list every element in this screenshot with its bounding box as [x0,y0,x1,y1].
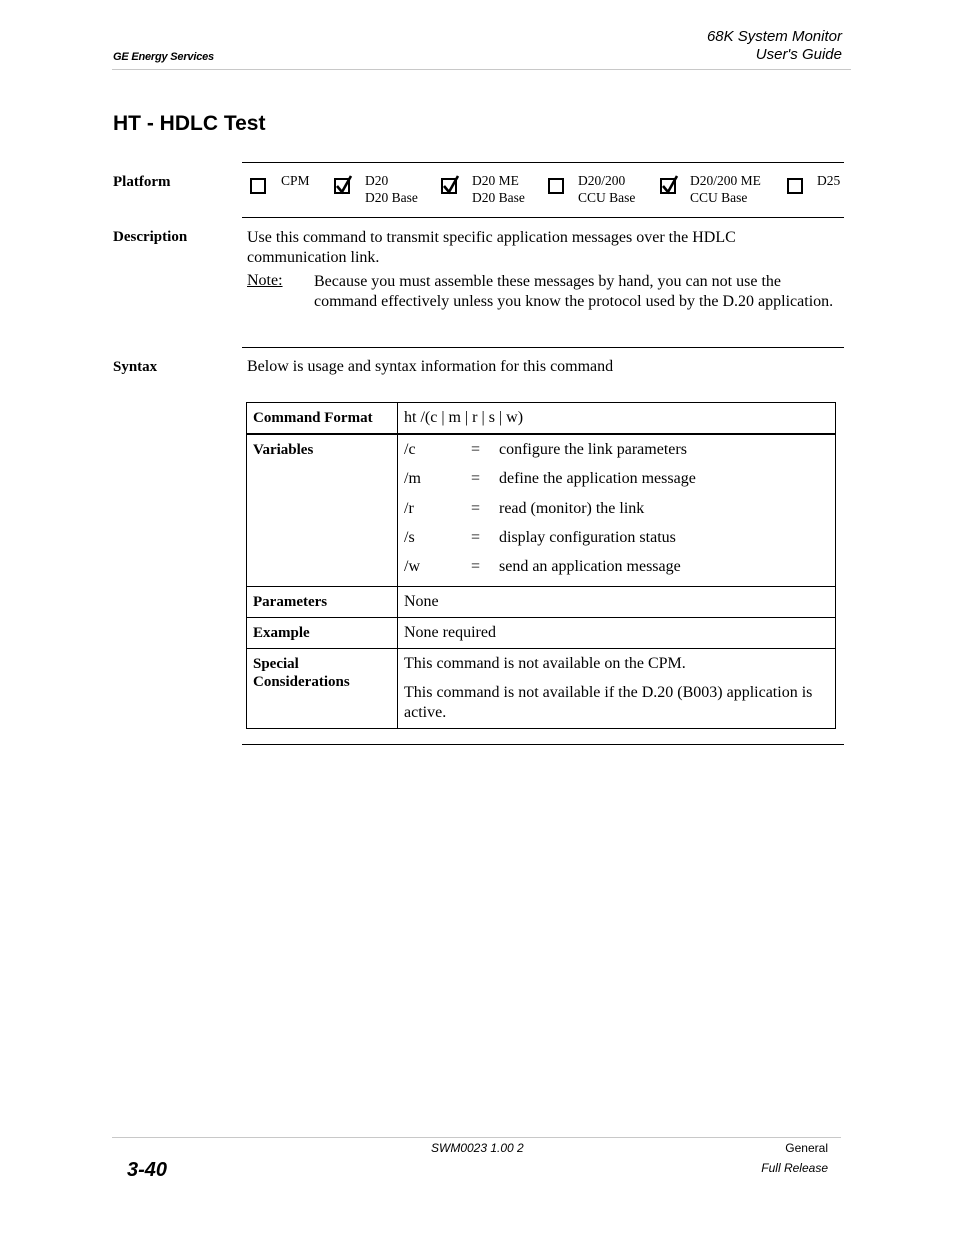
page-title: HT - HDLC Test [113,112,266,135]
variable-description: send an application message [499,558,681,576]
variable-item [404,499,829,528]
platform-option-label [472,172,525,206]
variable-equals: = [471,558,481,576]
parameters-label: Parameters [247,587,398,618]
platform-label: Platform [113,174,171,190]
command-format-row [247,403,836,435]
platform-option-line2: CCU Base [690,190,748,205]
header-rule [112,69,851,70]
checked-checkbox-icon [660,178,676,194]
variable-description: configure the link parameters [499,441,687,458]
variable-item [404,528,829,557]
platform-option-label [817,172,840,189]
variable-symbol: /r [404,499,414,517]
header-company: GE Energy Services [113,51,214,63]
unchecked-checkbox-icon [548,178,564,194]
header-doc-title [707,28,842,64]
variable-symbol: /c [404,441,416,458]
special-considerations-row [247,649,836,729]
example-label: Example [247,618,398,649]
platform-option-label [578,172,635,206]
syntax-label: Syntax [113,359,158,375]
platform-option-line2: D20 Base [472,190,525,205]
platform-option-line1: D25 [817,173,841,188]
header-doc-title-line2: User's Guide [755,46,842,63]
example-value: None required [398,618,836,649]
variable-equals: = [471,470,481,488]
special-consideration-2: This command is not available if the D.20 (B003) application is active. [404,684,813,722]
platform-option-line1: D20/200 [578,173,626,188]
variable-symbol: /m [404,470,421,488]
special-label-line1: Special [253,656,299,673]
platform-option-label [690,172,761,206]
command-format-value: ht /(c | m | r | s | w) [398,403,836,435]
command-format-label: Command Format [247,403,398,435]
section-rule-top [242,162,844,163]
special-considerations-value [398,649,836,729]
section-rule-platform [242,217,844,218]
checked-checkbox-icon [441,178,457,194]
platform-option-line2: D20 Base [365,190,418,205]
example-row [247,618,836,649]
footer-category: General [785,1141,828,1155]
platform-option-line2: CCU Base [578,190,636,205]
platform-option-line1: CPM [281,173,310,188]
variables-label: Variables [247,434,398,587]
note-label: Note: [247,272,283,289]
variable-symbol: /s [404,528,415,546]
syntax-table [246,402,836,729]
syntax-intro: Below is usage and syntax information for this command [247,358,614,375]
header-doc-title-line1: 68K System Monitor [706,28,842,45]
variable-equals: = [471,499,481,517]
platform-option-line1: D20 ME [472,173,519,188]
parameters-value: None [398,587,836,618]
variable-item [404,440,829,469]
footer-rule [112,1137,841,1138]
unchecked-checkbox-icon [787,178,803,194]
variable-equals: = [471,441,481,458]
unchecked-checkbox-icon [250,178,266,194]
platform-option-label [281,172,310,189]
special-consideration-1: This command is not available on the CPM. [404,655,686,673]
page-number: 3-40 [127,1159,168,1181]
description-label: Description [113,229,188,245]
note-text: Because you must assemble these messages by hand, you can not use the command effectively unless you know the protocol used by the D.20 application. [314,273,834,310]
variable-description: display configuration status [499,528,676,546]
parameters-row [247,587,836,618]
special-considerations-label [247,649,398,729]
variables-list [398,434,836,587]
variable-item [404,469,829,498]
variable-equals: = [471,528,481,546]
variables-row [247,434,836,587]
platform-option-line1: D20/200 ME [690,173,761,188]
section-rule-description [242,347,844,348]
section-rule-bottom [242,744,844,745]
footer-doc-id: SWM0023 1.00 2 [431,1141,524,1155]
platform-option-line1: D20 [365,173,389,188]
variable-description: read (monitor) the link [499,499,645,517]
description-text: Use this command to transmit specific application messages over the HDLC communication link. [247,229,736,266]
platform-option-label [365,172,418,206]
variable-symbol: /w [404,558,420,576]
checked-checkbox-icon [334,178,350,194]
variable-item [404,557,829,586]
variable-description: define the application message [499,470,696,488]
special-label-line2: Considerations [253,674,350,691]
footer-release: Full Release [761,1161,828,1175]
